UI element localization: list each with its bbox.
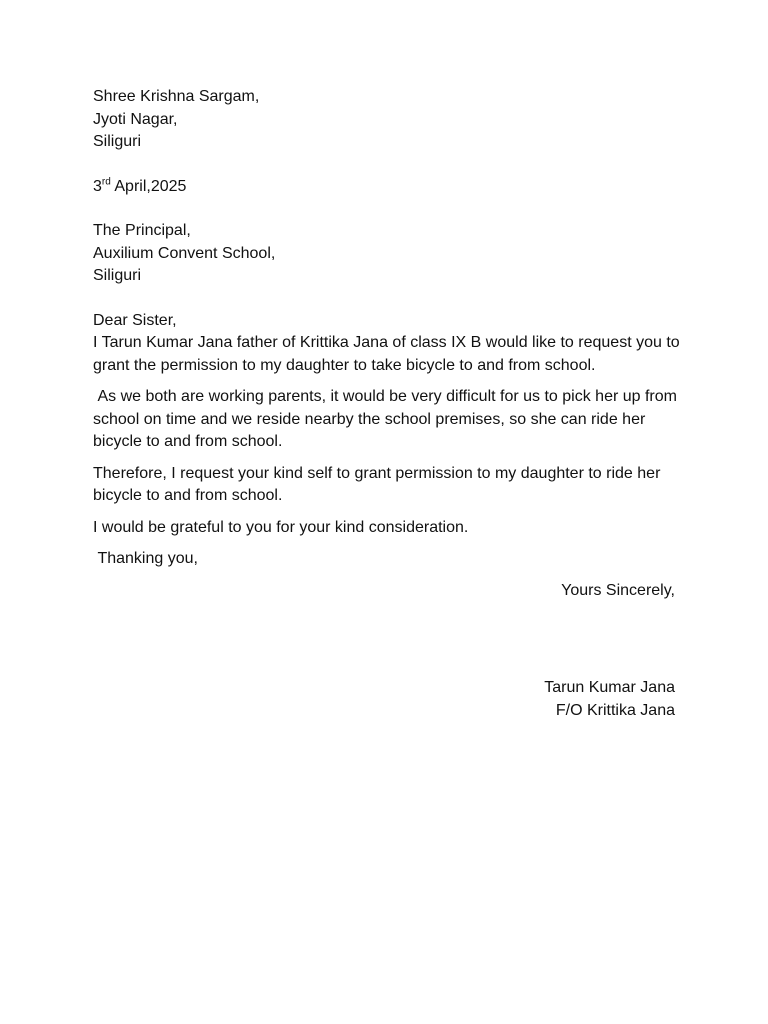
body-paragraph-4: I would be grateful to you for your kind consideration.	[93, 518, 469, 536]
sender-locality: Jyoti Nagar,	[93, 110, 178, 128]
body-paragraph-3: Therefore, I request your kind self to grant permission to my daughter to ride her bicycle to and from school.	[93, 464, 661, 504]
salutation: Dear Sister,	[93, 311, 177, 329]
body-paragraph-2-text: As we both are working parents, it would be very difficult for us to pick her up from school on time and we reside nearby the school premises, so she can ride her bicycle to and from school.	[93, 388, 677, 450]
thanks-text: Thanking you,	[97, 550, 198, 567]
signatory-name: Tarun Kumar Jana	[544, 679, 675, 696]
date-day: 3	[93, 177, 102, 195]
sender-city: Siliguri	[93, 133, 142, 150]
valediction: Yours Sincerely,	[561, 581, 675, 599]
body-paragraph-1: I Tarun Kumar Jana father of Krittika Jana of class IX B would like to request you to grant the permission to my daughter to take bicycle to and from school.	[93, 334, 680, 374]
sender-name: Shree Krishna Sargam,	[93, 88, 260, 105]
recipient-title: The Principal,	[93, 222, 191, 239]
signatory-relation: F/O Krittika Jana	[555, 701, 675, 719]
letter-page	[93, 86, 683, 722]
thanks-line	[93, 548, 683, 571]
sender-address	[93, 86, 683, 154]
body-paragraph-2	[93, 386, 683, 454]
recipient-city: Siliguri	[93, 267, 142, 284]
date-suffix: rd	[101, 176, 111, 188]
letter-date	[93, 176, 683, 199]
recipient-address	[93, 220, 683, 288]
date-rest: April,2025	[110, 177, 187, 195]
recipient-school: Auxilium Convent School,	[93, 244, 276, 262]
